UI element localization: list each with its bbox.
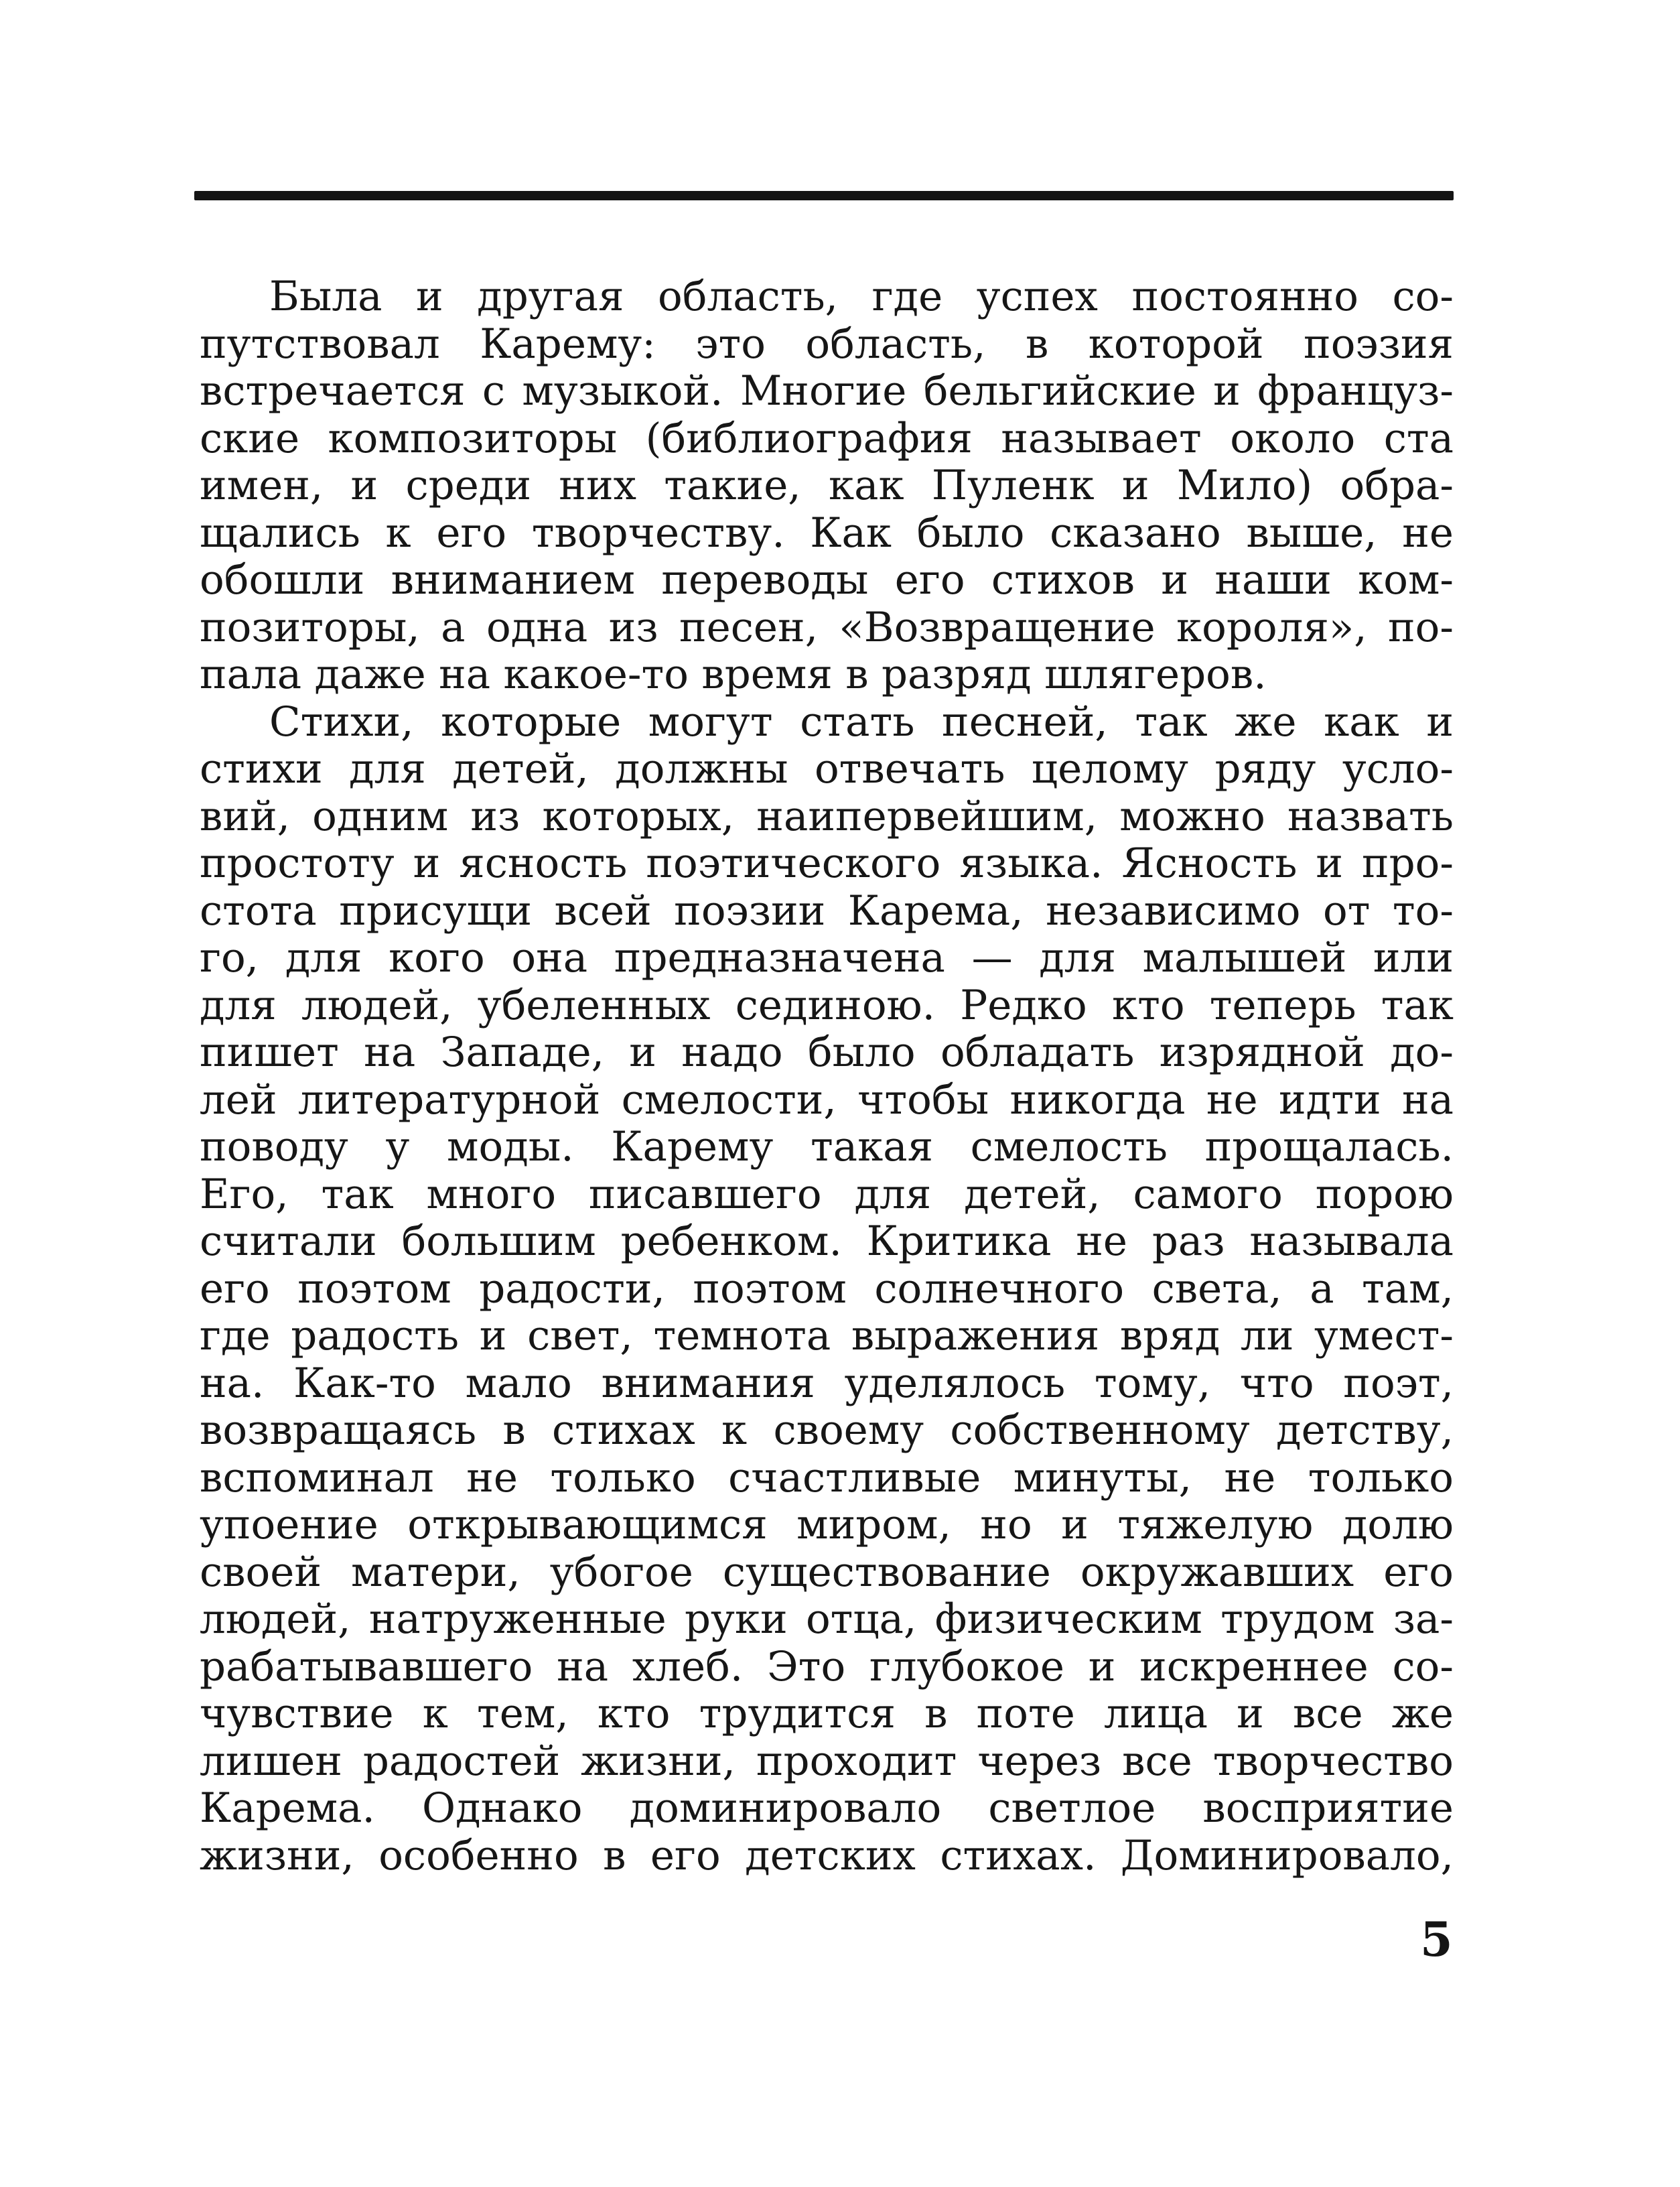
body-text — [200, 273, 1454, 1879]
text-line: стота присущи всей поэзии Карема, независимо от то- — [200, 887, 1454, 935]
text-line: рабатывавшего на хлеб. Это глубокое и искреннее со- — [200, 1643, 1454, 1691]
text-line: путствовал Карему: это область, в которой поэзия — [200, 320, 1454, 368]
text-line: обошли вниманием переводы его стихов и наши ком- — [200, 557, 1454, 604]
text-line: Стихи, которые могут стать песней, так же как и — [269, 698, 1454, 746]
text-line: пала даже на какое-то время в разряд шлягеров. — [200, 651, 1267, 698]
text-line: своей матери, убогое существование окружавших его — [200, 1548, 1454, 1596]
text-line: упоение открывающимся миром, но и тяжелую долю — [200, 1502, 1454, 1548]
text-line: щались к его творчеству. Как было сказано выше, не — [200, 509, 1454, 557]
text-line: позиторы, а одна из песен, «Возвращение короля», по- — [200, 604, 1454, 651]
text-line: лишен радостей жизни, проходит через все творчество — [200, 1737, 1454, 1785]
text-line: вий, одним из которых, наипервейшим, можно назвать — [200, 793, 1454, 840]
header-rule — [194, 191, 1454, 200]
text-line: людей, натруженные руки отца, физическим трудом за- — [200, 1596, 1454, 1643]
text-line: ские композиторы (библиография называет около ста — [200, 415, 1454, 462]
text-line: Была и другая область, где успех постоянно со- — [269, 273, 1454, 320]
text-line: Его, так много писавшего для детей, самого порою — [200, 1171, 1454, 1218]
text-line: простоту и ясность поэтического языка. Ясность и про- — [200, 840, 1454, 887]
text-line: Карема. Однако доминировало светлое восприятие — [200, 1785, 1454, 1832]
text-line: для людей, убеленных сединою. Редко кто теперь так — [200, 982, 1454, 1029]
text-line: его поэтом радости, поэтом солнечного света, а там, — [200, 1265, 1454, 1313]
text-line: возвращаясь в стихах к своему собственному детству, — [200, 1407, 1454, 1454]
text-line: поводу у моды. Карему такая смелость прощалась. — [200, 1124, 1454, 1171]
text-line: считали большим ребенком. Критика не раз называла — [200, 1218, 1454, 1265]
text-line: имен, и среди них такие, как Пуленк и Мило) обра- — [200, 462, 1454, 509]
text-line: пишет на Западе, и надо было обладать изрядной до- — [200, 1029, 1454, 1076]
page-number: 5 — [1420, 1912, 1453, 1967]
text-line: на. Как-то мало внимания уделялось тому, что поэт, — [200, 1360, 1454, 1407]
text-line: чувствие к тем, кто трудится в поте лица и все же — [200, 1691, 1454, 1737]
text-line: лей литературной смелости, чтобы никогда не идти на — [200, 1076, 1454, 1124]
text-line: стихи для детей, должны отвечать целому ряду усло- — [200, 746, 1454, 793]
text-line: го, для кого она предназначена — для малышей или — [200, 935, 1454, 982]
text-line: вспоминал не только счастливые минуты, не только — [200, 1454, 1454, 1502]
text-line: где радость и свет, темнота выражения вряд ли умест- — [200, 1313, 1454, 1360]
text-line: жизни, особенно в его детских стихах. Доминировало, — [200, 1832, 1454, 1879]
text-line: встречается с музыкой. Многие бельгийские и француз- — [200, 368, 1454, 415]
